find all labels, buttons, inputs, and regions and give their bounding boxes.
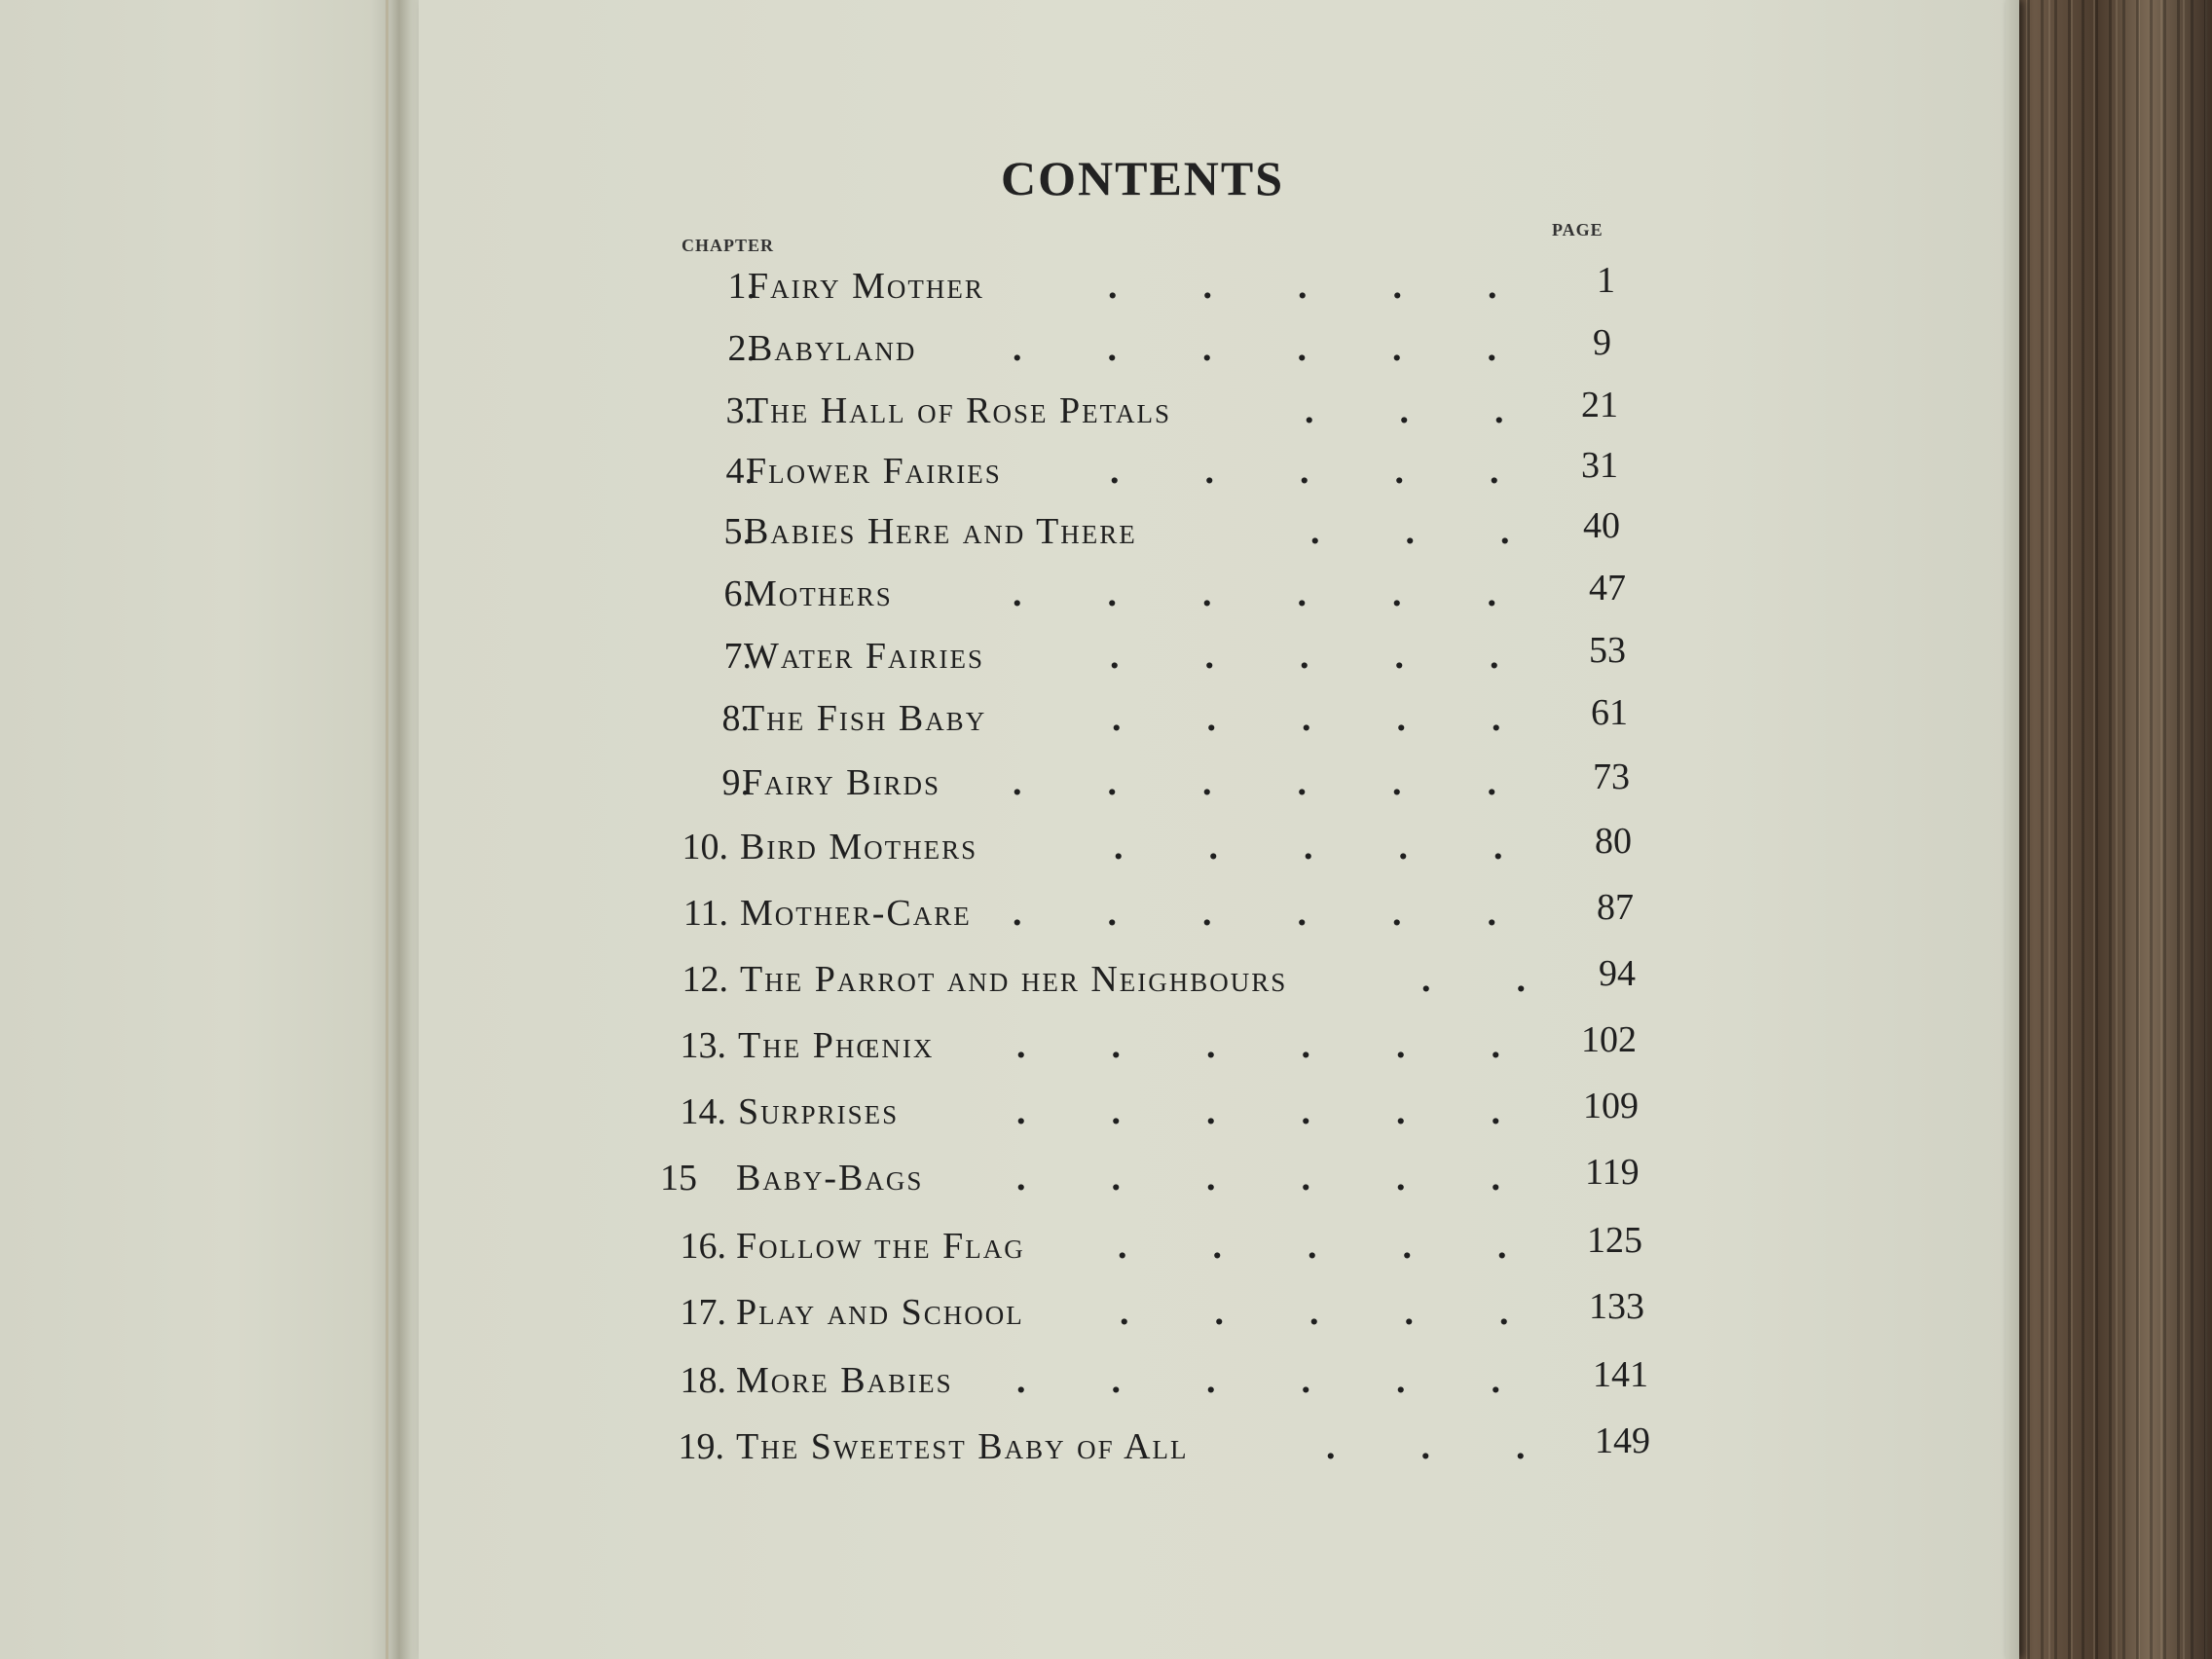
page-number: 61: [1591, 692, 1628, 733]
page-number: 149: [1595, 1420, 1650, 1461]
chapter-number: 18.: [680, 1360, 726, 1401]
page-number: 47: [1589, 568, 1626, 608]
page-number: 9: [1593, 322, 1611, 363]
leader-dots: ..: [1421, 959, 1611, 1000]
chapter-title: Fairy Mother: [748, 266, 984, 307]
chapter-number: 4.: [725, 451, 754, 492]
chapter-number: 5.: [723, 511, 752, 552]
chapter-number: 17.: [680, 1292, 726, 1333]
chapter-title: Mother-Care: [740, 893, 972, 934]
page-number: 53: [1589, 630, 1626, 671]
page-number: 80: [1595, 821, 1632, 862]
leader-dots: ......: [1013, 762, 1582, 803]
toc-entry: [0, 821, 2212, 874]
toc-entry: [0, 1354, 2212, 1408]
chapter-title: The Fish Baby: [742, 698, 987, 739]
chapter-number: 3.: [725, 390, 754, 431]
chapter-title: Babies Here and There: [744, 511, 1137, 552]
leader-dots: ......: [1016, 1091, 1586, 1132]
page-number: 73: [1593, 756, 1630, 797]
leader-dots: .....: [1120, 1292, 1595, 1333]
page-number: 102: [1581, 1019, 1637, 1060]
leader-dots: .....: [1114, 827, 1589, 867]
toc-entry: [0, 1086, 2212, 1139]
chapter-number: 19.: [678, 1426, 724, 1467]
leader-dots: .....: [1108, 266, 1583, 307]
page-number: 21: [1581, 385, 1618, 425]
toc-entry: [0, 887, 2212, 940]
chapter-title: More Babies: [736, 1360, 953, 1401]
leader-dots: .....: [1112, 698, 1587, 739]
page-number: 125: [1587, 1220, 1642, 1261]
chapter-title: Babyland: [748, 328, 917, 369]
toc-entry: [0, 756, 2212, 810]
page-number: 1: [1597, 260, 1615, 301]
leader-dots: ......: [1016, 1025, 1586, 1066]
chapter-number: 13.: [680, 1025, 726, 1066]
leader-dots: ......: [1016, 1360, 1586, 1401]
toc-entry: [0, 385, 2212, 438]
page-number: 119: [1585, 1152, 1640, 1193]
page-title: CONTENTS: [1001, 151, 1285, 205]
leader-dots: .....: [1110, 636, 1585, 677]
chapter-title: Play and School: [736, 1292, 1024, 1333]
chapter-column-header: CHAPTER: [682, 236, 775, 255]
chapter-title: The Hall of Rose Petals: [746, 390, 1171, 431]
toc-entry: [0, 568, 2212, 621]
toc-entry: [0, 1286, 2212, 1340]
page-number: 141: [1593, 1354, 1648, 1395]
leader-dots: ......: [1013, 573, 1582, 614]
leader-dots: ...: [1310, 511, 1596, 552]
leader-dots: ...: [1326, 1426, 1611, 1467]
chapter-number: 11.: [682, 893, 728, 934]
chapter-title: Water Fairies: [744, 636, 984, 677]
leader-dots: ......: [1013, 328, 1582, 369]
leader-dots: ......: [1016, 1158, 1586, 1198]
chapter-title: The Parrot and her Neighbours: [740, 959, 1288, 1000]
toc-entry: [0, 953, 2212, 1007]
chapter-title: Mothers: [744, 573, 893, 614]
chapter-title: Follow the Flag: [736, 1226, 1025, 1267]
page-number: 31: [1581, 445, 1618, 486]
toc-entry: [0, 505, 2212, 559]
leader-dots: .....: [1118, 1226, 1593, 1267]
leader-dots: ...: [1305, 390, 1590, 431]
chapter-number: 6.: [723, 573, 752, 614]
page-number: 133: [1589, 1286, 1644, 1327]
chapter-number: 8.: [721, 698, 750, 739]
page-number: 109: [1583, 1086, 1639, 1126]
chapter-number: 9.: [721, 762, 750, 803]
chapter-title: The Phœnix: [738, 1025, 935, 1066]
toc-entry: [0, 1420, 2212, 1474]
chapter-number: 2.: [727, 328, 756, 369]
toc-entry: [0, 692, 2212, 746]
chapter-title: Flower Fairies: [746, 451, 1002, 492]
chapter-title: The Sweetest Baby of All: [736, 1426, 1189, 1467]
chapter-title: Bird Mothers: [740, 827, 978, 867]
chapter-number: 12.: [682, 959, 728, 1000]
page-number: 40: [1583, 505, 1620, 546]
page-number: 87: [1597, 887, 1634, 928]
toc-entry: [0, 1152, 2212, 1205]
toc-entry: [0, 445, 2212, 498]
page-number: 94: [1599, 953, 1636, 994]
page-column-header: PAGE: [1552, 220, 1604, 240]
chapter-title: Surprises: [738, 1091, 900, 1132]
chapter-number: 14.: [680, 1091, 726, 1132]
chapter-title: Baby-Bags: [736, 1158, 924, 1198]
toc-entry: [0, 1019, 2212, 1073]
toc-entry: [0, 322, 2212, 376]
chapter-number: 10.: [682, 827, 728, 867]
toc-entry: [0, 1220, 2212, 1273]
chapter-title: Fairy Birds: [742, 762, 941, 803]
leader-dots: ......: [1013, 893, 1582, 934]
leader-dots: .....: [1110, 451, 1585, 492]
toc-entry: [0, 260, 2212, 313]
chapter-number: 15: [660, 1158, 697, 1198]
chapter-number: 7.: [723, 636, 752, 677]
chapter-number: 16.: [680, 1226, 726, 1267]
toc-entry: [0, 630, 2212, 683]
chapter-number: 1.: [727, 266, 756, 307]
